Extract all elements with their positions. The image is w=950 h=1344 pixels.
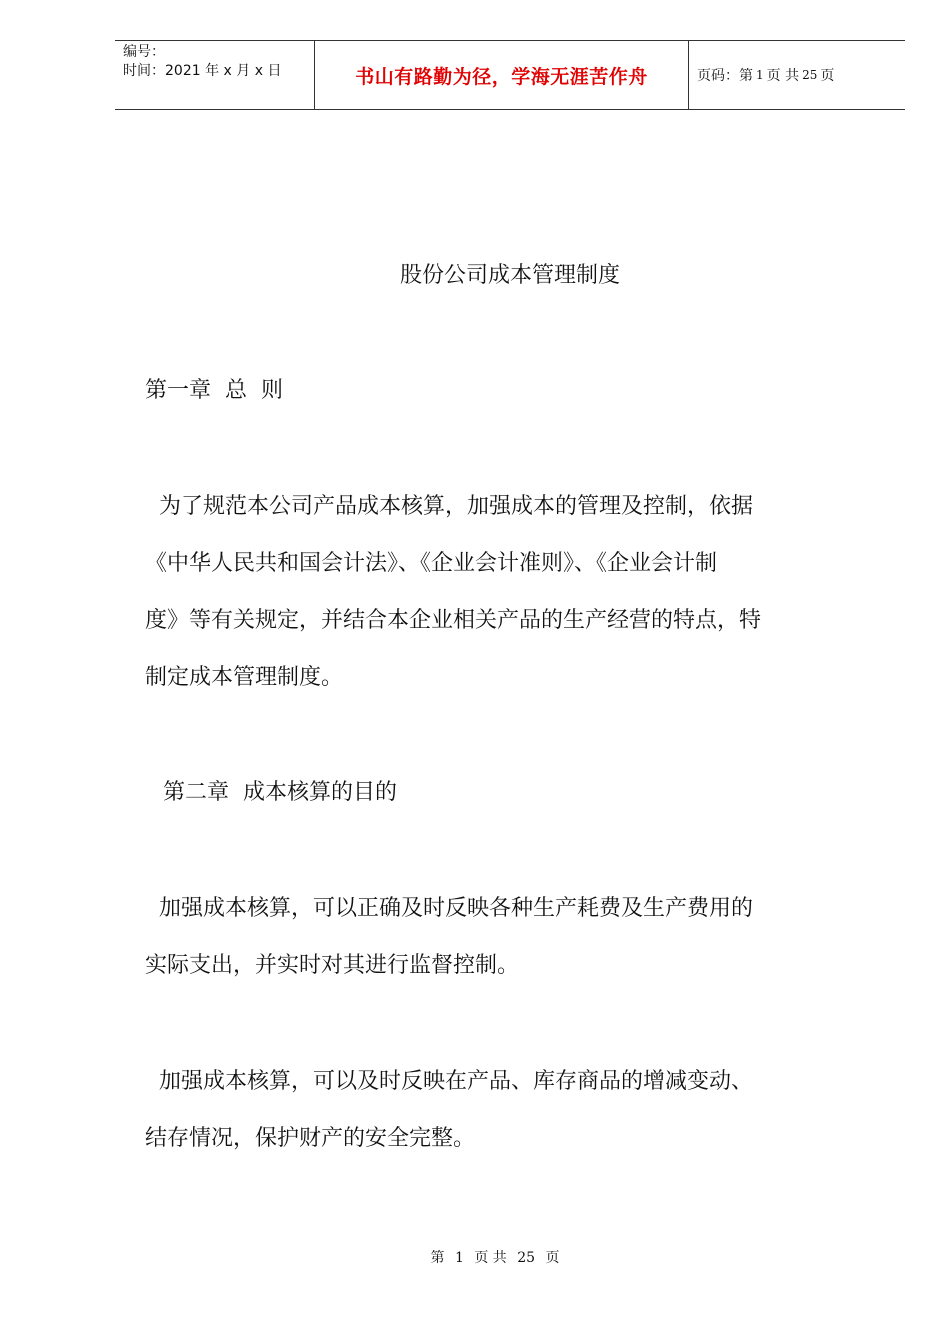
paragraph-3-line: 结存情况，保护财产的安全完整。 — [145, 1126, 476, 1151]
paragraph-1-line: 度》等有关规定，并结合本企业相关产品的生产经营的特点，特 — [145, 608, 762, 633]
chapter-2-heading: 第二章 成本核算的目的 — [163, 780, 397, 805]
paragraph-1-line: 为了规范本公司产品成本核算，加强成本的管理及控制，依据 — [145, 494, 753, 519]
paragraph-3 — [145, 1053, 865, 1167]
page-footer — [0, 1247, 950, 1267]
document-title: 股份公司成本管理制度 — [399, 263, 620, 288]
paragraph-3-line: 加强成本核算，可以及时反映在产品、库存商品的增减变动、 — [145, 1069, 753, 1094]
page-prefix: 页码：第 — [697, 68, 753, 84]
footer-suffix: 页 — [545, 1250, 560, 1266]
paragraph-2 — [145, 880, 865, 994]
header-meta — [115, 41, 315, 109]
header-motto-cell — [315, 41, 689, 109]
motto: 书山有路勤为径，学海无涯苦作舟 — [355, 65, 648, 88]
page-current: 1 — [756, 68, 764, 82]
header-page-info — [689, 41, 905, 109]
chapter-1-heading: 第一章 总 则 — [145, 378, 283, 403]
paragraph-2-line: 实际支出，并实时对其进行监督控制。 — [145, 953, 520, 978]
page-total: 25 — [802, 68, 818, 82]
footer-mid: 页 共 — [474, 1250, 507, 1266]
time-label: 时间：2021 年 x 月 x 日 — [123, 63, 282, 79]
footer-current-page: 1 — [454, 1250, 464, 1266]
number-label: 编号： — [123, 44, 165, 60]
paragraph-2-line: 加强成本核算，可以正确及时反映各种生产耗费及生产费用的 — [145, 896, 753, 921]
footer-total-pages: 25 — [517, 1250, 536, 1266]
page-mid: 页 共 — [766, 68, 800, 84]
footer-prefix: 第 — [430, 1250, 445, 1266]
paragraph-1-line: 制定成本管理制度。 — [145, 665, 344, 690]
paragraph-1 — [145, 478, 865, 706]
page-header — [115, 40, 905, 110]
paragraph-1-line: 《中华人民共和国会计法》、《企业会计准则》、《企业会计制 — [145, 551, 718, 576]
page-suffix: 页 — [820, 68, 835, 84]
